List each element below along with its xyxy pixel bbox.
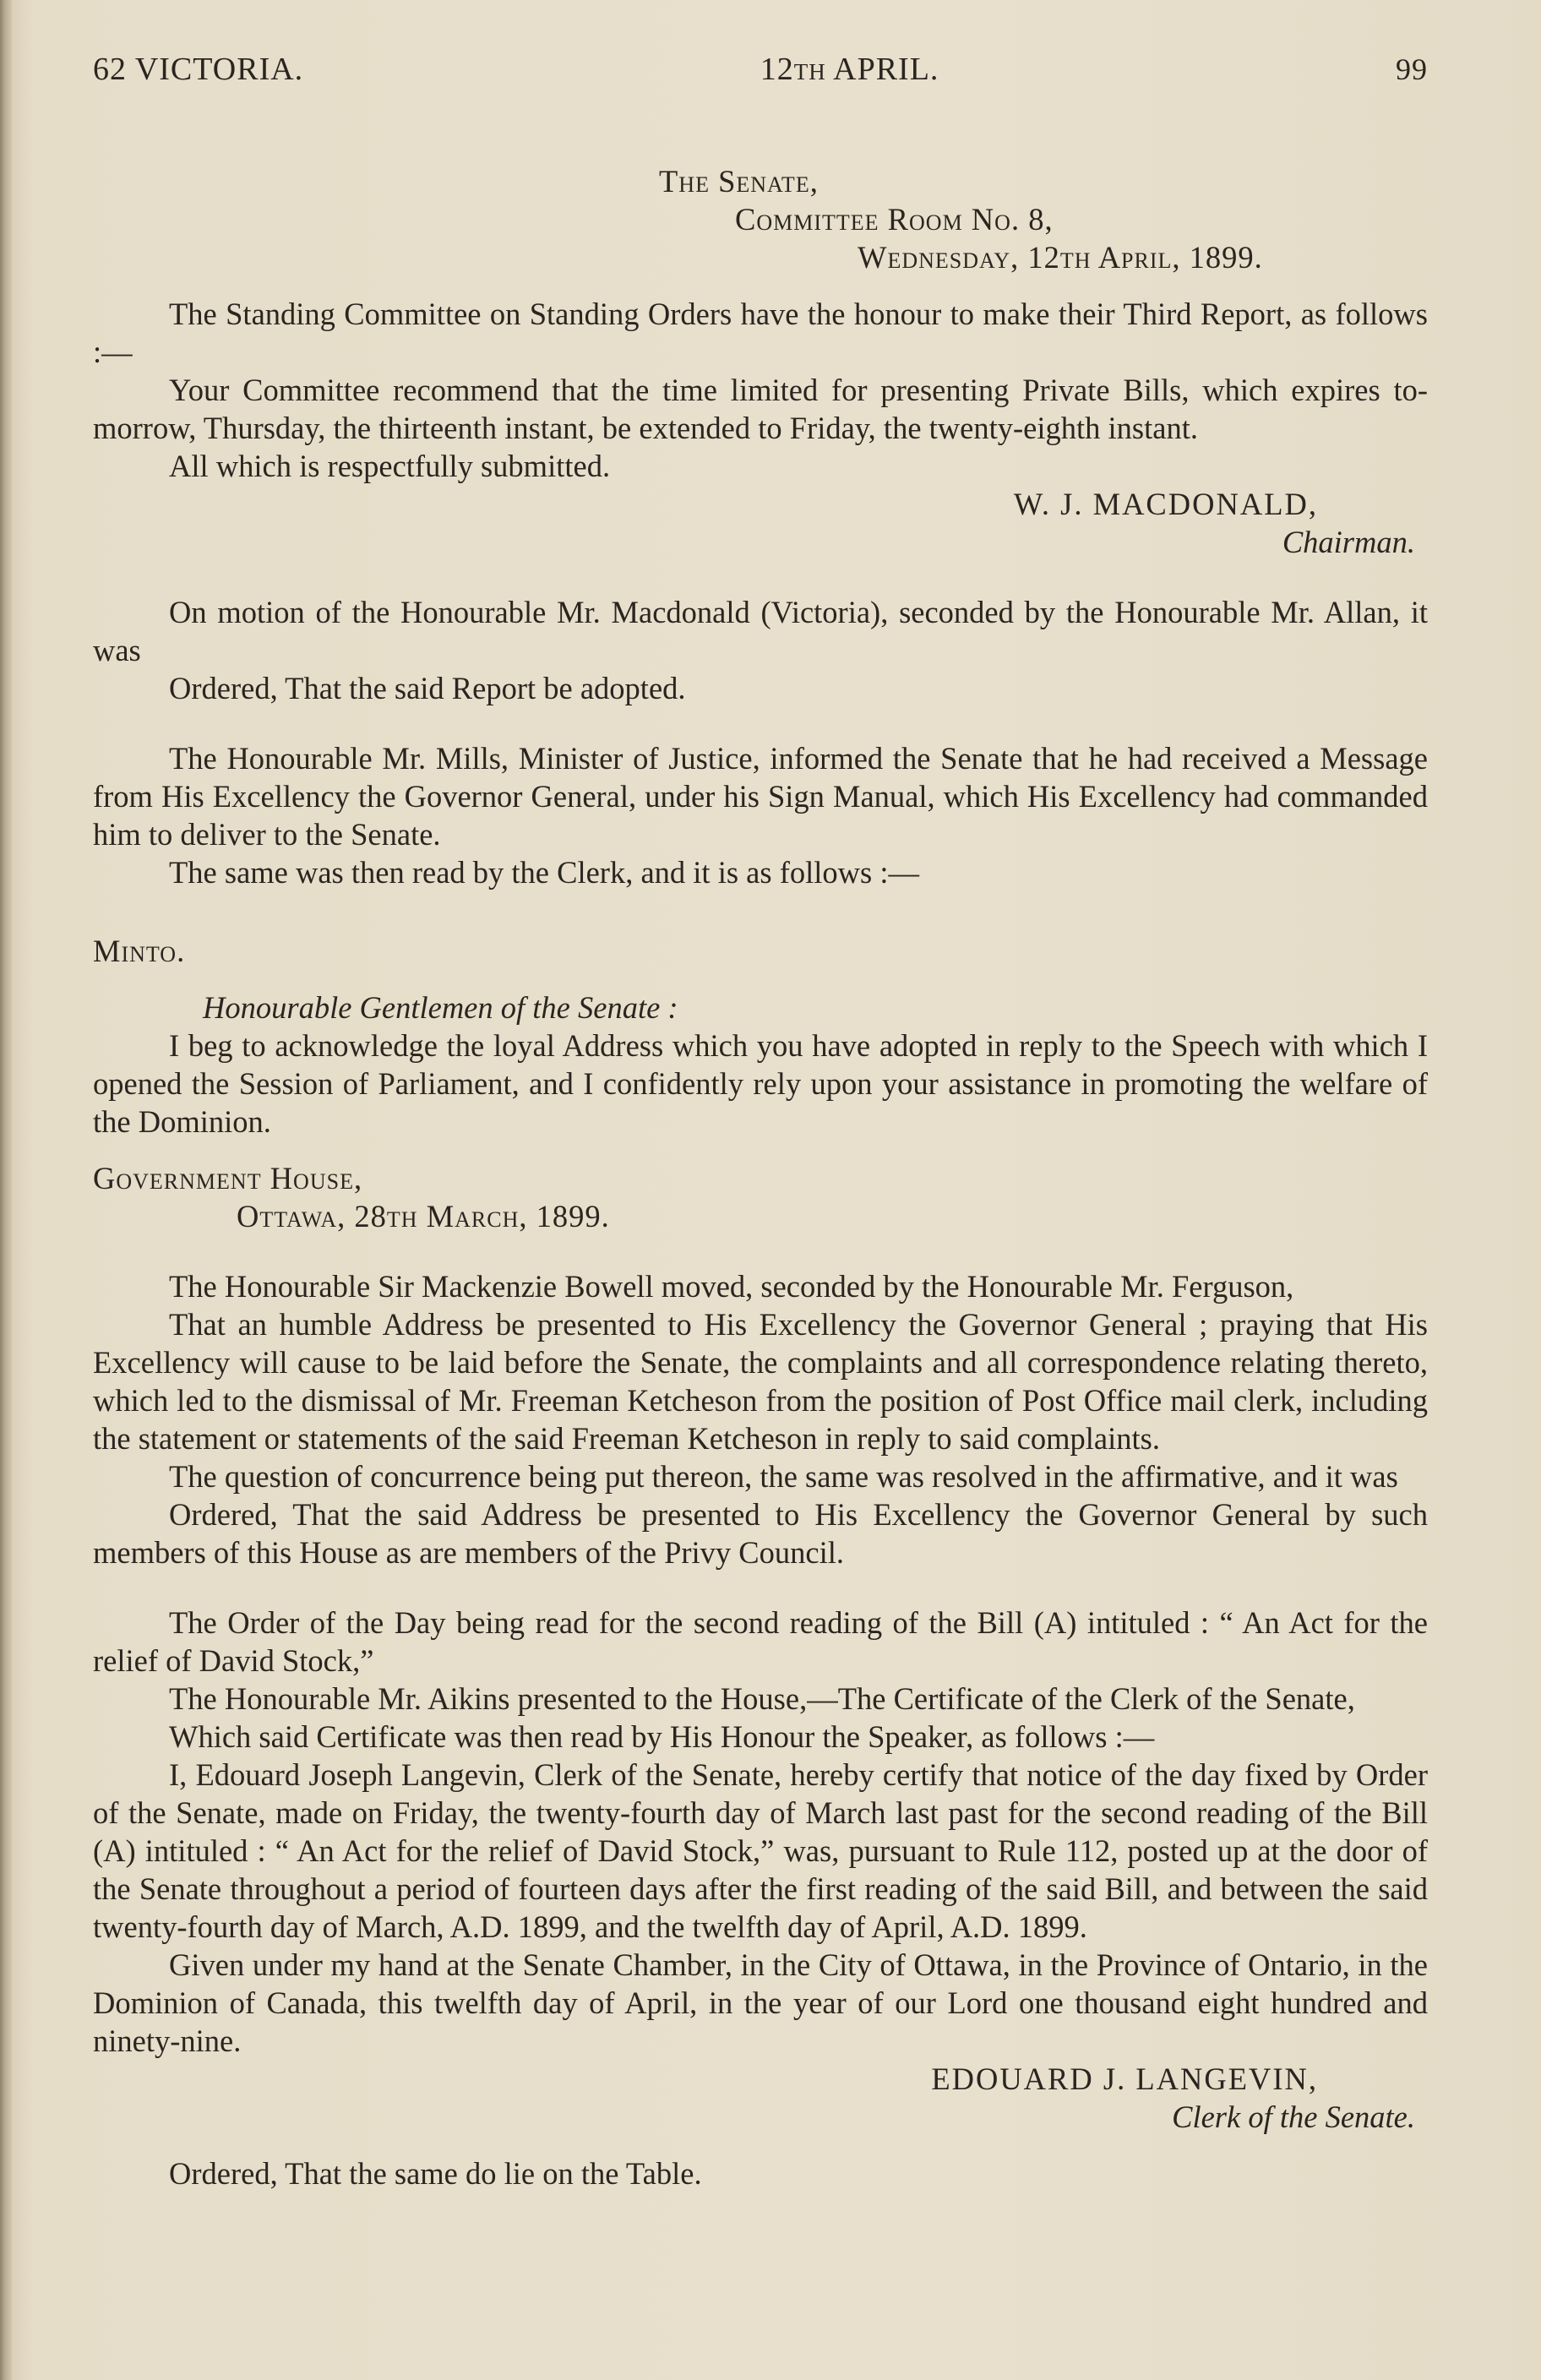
order-final-paragraph: Ordered, That the same do lie on the Table. (169, 2156, 702, 2191)
header-left: 62 VICTORIA. (93, 52, 304, 87)
motion2-paragraph-2: That an humble Address be presented to His Excellency the Governor General ; praying that His Excellency will cause to be laid before the Senate, the complaints and all correspondence relating thereto, which led to the dismissal of Mr. Freeman Ketcheson from the position of Post Office mail clerk, including the statement or statements of the said Freeman Ketcheson in reply to said complaints. (93, 1307, 1428, 1456)
order-paragraph-2: The Honourable Mr. Aikins presented to the House,—The Certificate of the Clerk of the Senate, (169, 1681, 1355, 1716)
motion-bowell (93, 1267, 1428, 1571)
order-paragraph-3: Which said Certificate was then read by His Honour the Speaker, as follows :— (169, 1719, 1155, 1754)
report-heading-line1: The Senate, (659, 164, 819, 199)
message-place-line2: Ottawa, 28th March, 1899. (237, 1199, 610, 1234)
report-signatory: W. J. MACDONALD, (1013, 487, 1318, 521)
page-content (93, 51, 1428, 2192)
certificate-given-paragraph: Given under my hand at the Senate Chamber, in the City of Ottawa, in the Province of Ontario, in the Dominion of Canada, this twelfth day of April, in the year of our Lord one thousand eight hundred and ninety-nine. (93, 1947, 1428, 2058)
order-of-the-day (93, 1604, 1428, 2192)
message-paragraph-1: The Honourable Mr. Mills, Minister of Justice, informed the Senate that he had received a Message from His Excellency the Governor General, under his Sign Manual, which His Excellency had commanded him to deliver to the Senate. (93, 741, 1428, 852)
report-signatory-role: Chairman. (1282, 525, 1415, 559)
header-center: 12th APRIL. (760, 52, 939, 87)
motion2-paragraph-4: Ordered, That the said Address be presented to His Excellency the Governor General by such members of this House as are members of the Privy Council. (93, 1497, 1428, 1570)
clerk-signatory: EDOUARD J. LANGEVIN, (931, 2061, 1318, 2096)
report-paragraph-1: The Standing Committee on Standing Orders have the honour to make their Third Report, as follows :— (93, 297, 1428, 369)
report-paragraph-3: All which is respectfully submitted. (169, 449, 611, 483)
binding-edge (0, 0, 12, 2380)
message-salutation: Honourable Gentlemen of the Senate : (203, 990, 678, 1025)
message-body: I beg to acknowledge the loyal Address which you have adopted in reply to the Speech with which I opened the Session of Parliament, and I confidently rely upon your assistance in promoting the welfare of the Dominion. (93, 1028, 1428, 1139)
clerk-signatory-role: Clerk of the Senate. (1172, 2100, 1415, 2134)
governor-message (93, 739, 1428, 1235)
report-heading-line3: Wednesday, 12th April, 1899. (858, 240, 1263, 275)
message-place-line1: Government House, (93, 1161, 363, 1195)
motion1-paragraph-2: Ordered, That the said Report be adopted. (169, 671, 686, 705)
committee-report (93, 295, 1428, 561)
motion2-paragraph-3: The question of concurrence being put thereon, the same was resolved in the affirmative, and it was (169, 1459, 1398, 1494)
motion1-paragraph-1: On motion of the Honourable Mr. Macdonald (Victoria), seconded by the Honourable Mr. Allan, it was (93, 595, 1428, 667)
message-paragraph-2: The same was then read by the Clerk, and it is as follows :— (169, 855, 919, 890)
report-heading (93, 162, 1428, 276)
report-heading-line2: Committee Room No. 8, (735, 202, 1054, 237)
certificate-paragraph: I, Edouard Joseph Langevin, Clerk of the Senate, hereby certify that notice of the day fixed by Order of the Senate, made on Friday, the twenty-fourth day of March last past for the second reading of the Bill (A) intituled : “ An Act for the relief of David Stock,” was, pursuant to Rule 112, posted up at the door of the Senate throughout a period of fourteen days after the first reading of the said Bill, and between the said twenty-fourth day of March, A.D. 1899, and the twelfth day of April, A.D. 1899. (93, 1757, 1428, 1944)
page-number: 99 (1395, 52, 1428, 86)
running-header (93, 51, 1428, 110)
motion-macdonald (93, 593, 1428, 707)
motion2-paragraph-1: The Honourable Sir Mackenzie Bowell moved, seconded by the Honourable Mr. Ferguson, (169, 1269, 1294, 1304)
report-paragraph-2: Your Committee recommend that the time limited for presenting Private Bills, which expires to-morrow, Thursday, the thirteenth instant, be extended to Friday, the twenty-eighth instant. (93, 373, 1428, 445)
message-sender: Minto. (93, 934, 186, 968)
order-paragraph-1: The Order of the Day being read for the second reading of the Bill (A) intituled : “ An Act for the relief of David Stock,” (93, 1605, 1428, 1678)
